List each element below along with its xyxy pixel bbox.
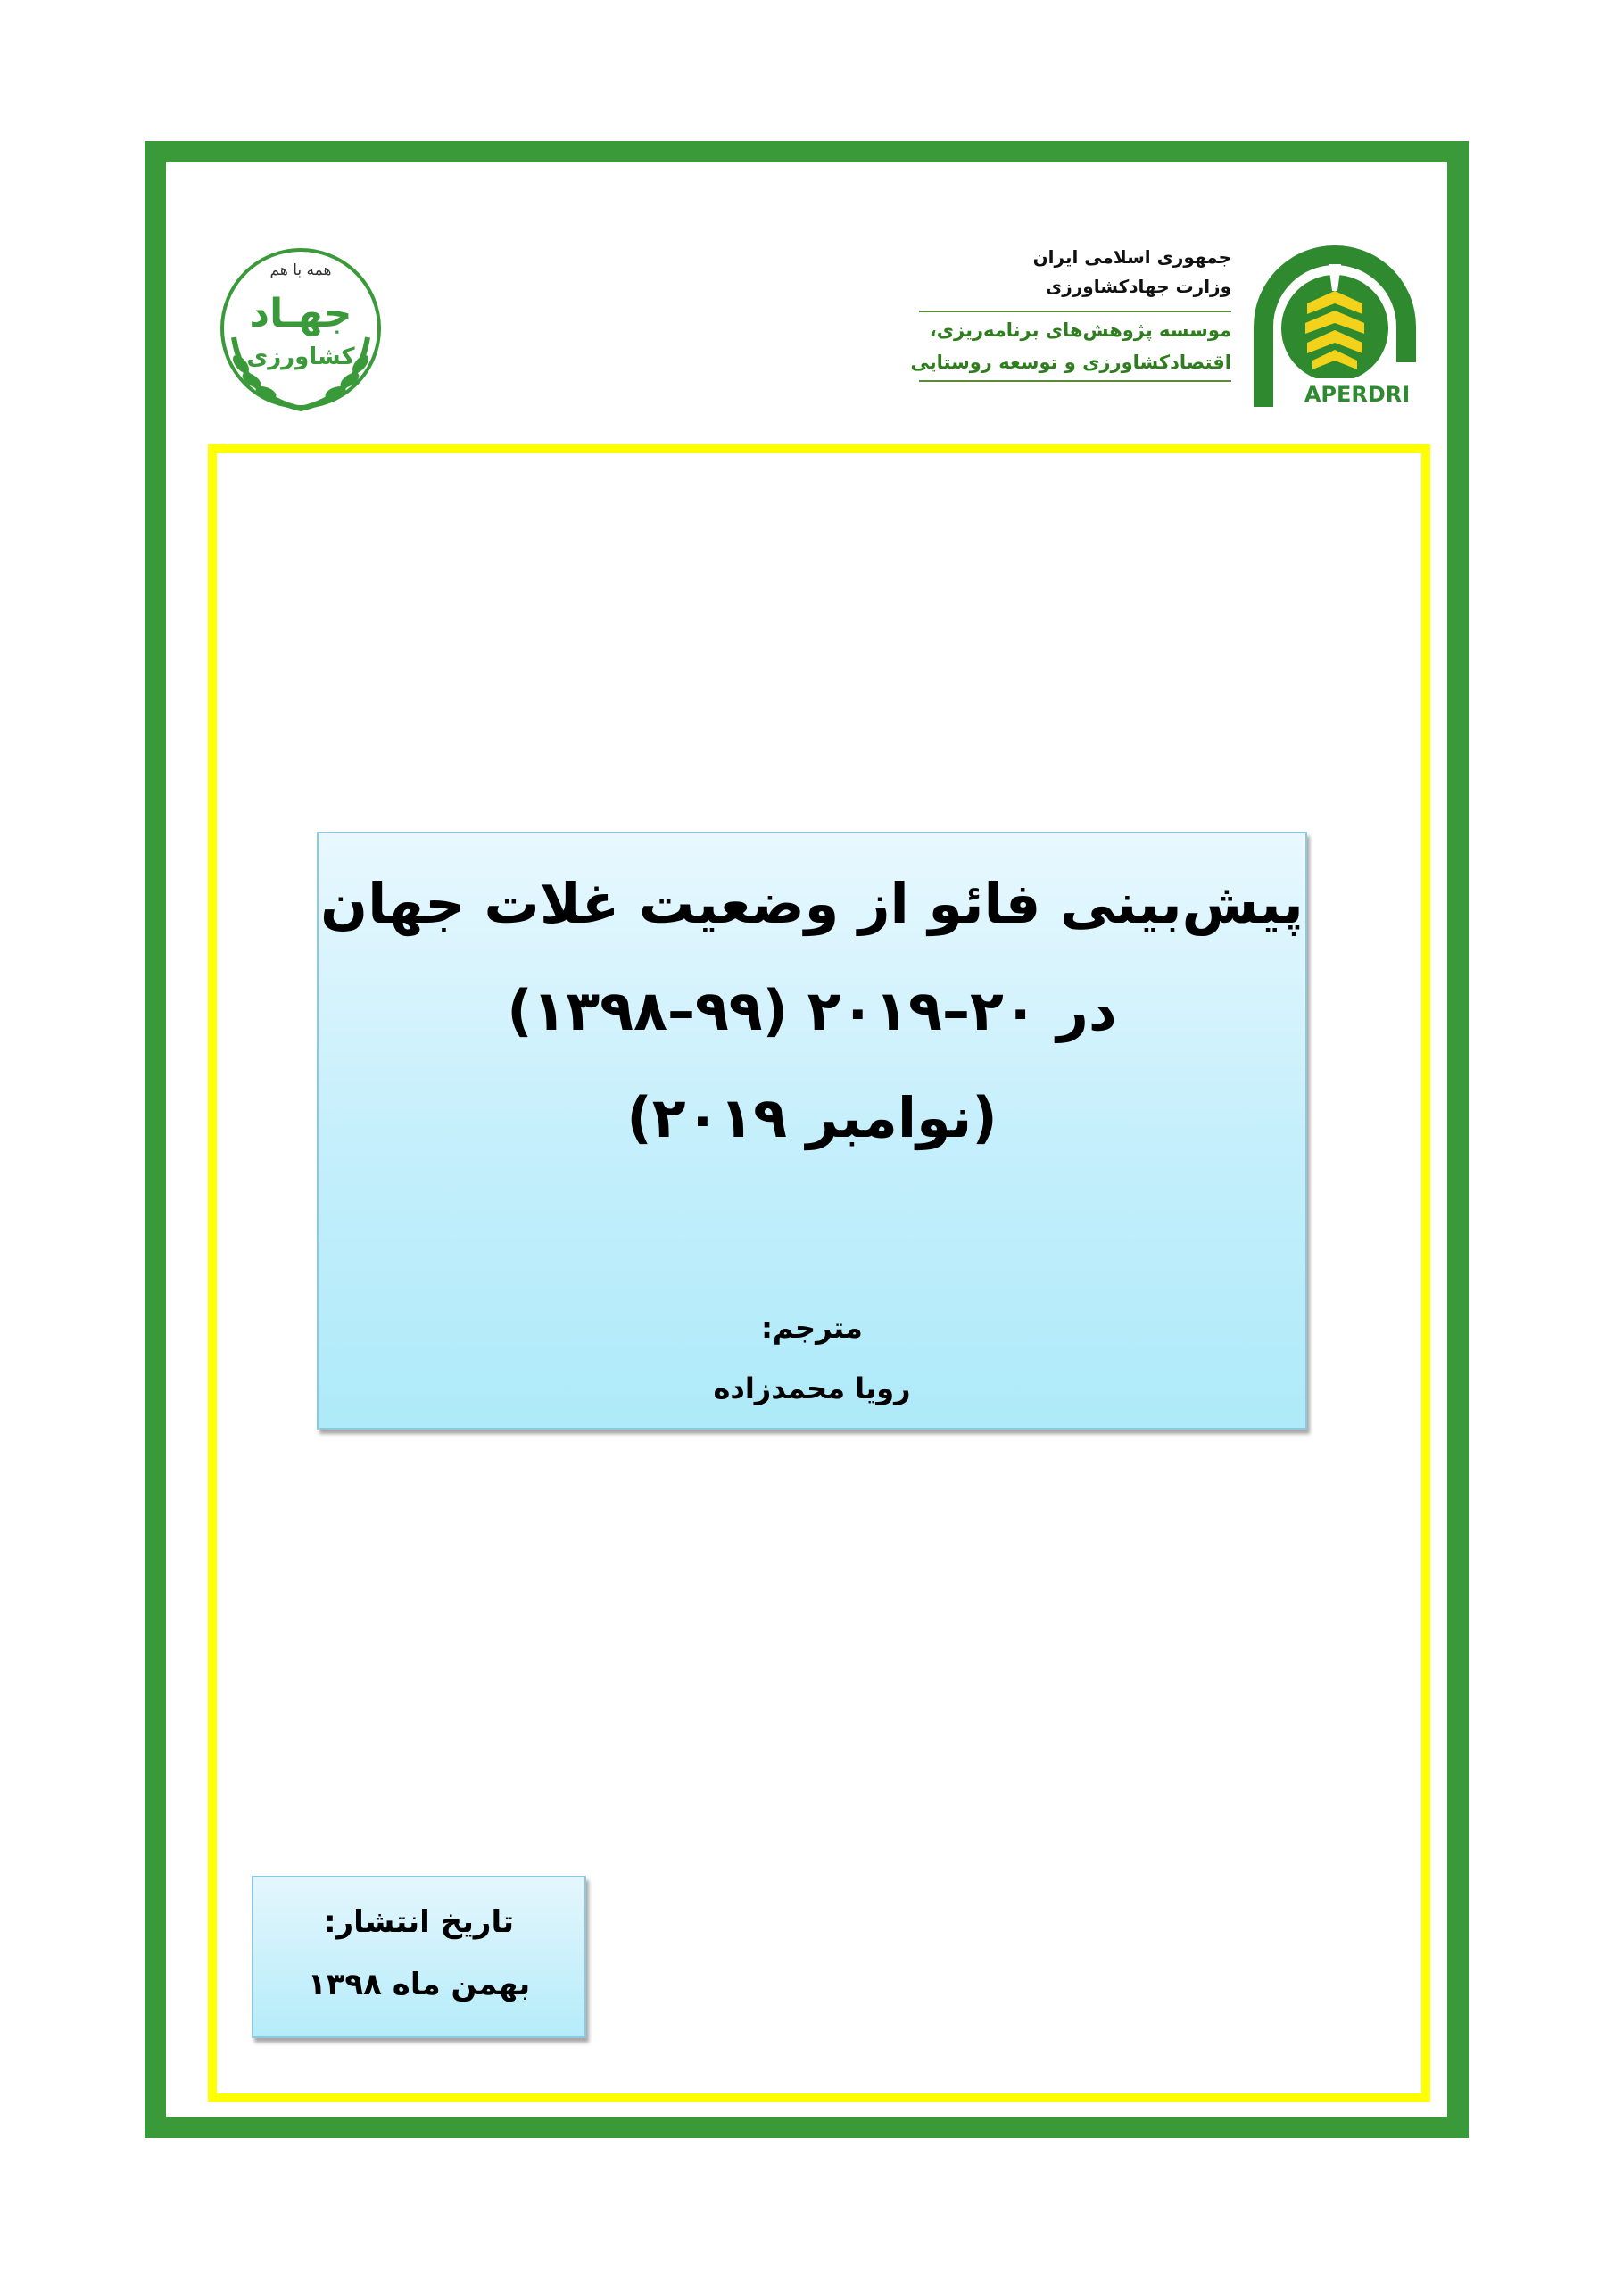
logo-name-line2: کشاورزی [246, 344, 355, 370]
document-title-line3: (نوامبر ۲۰۱۹) [626, 1085, 998, 1150]
aperdri-wheat-emblem-icon [1236, 228, 1434, 412]
organization-header [910, 243, 1231, 382]
aperdri-logo [1236, 228, 1434, 412]
org-institute [910, 311, 1231, 382]
jahad-keshavarzi-emblem-icon [207, 230, 394, 422]
document-title-line2: در ۲۰–۲۰۱۹ (۹۹–۱۳۹۸) [507, 978, 1117, 1043]
logo-name-line1: جهـاد [249, 291, 352, 336]
aperdri-caption: APERDRI [1304, 382, 1411, 407]
logo-slogan: همه با هم [269, 261, 332, 279]
jahad-keshavarzi-logo [207, 230, 394, 422]
org-institute-line2: اقتصادکشاورزی و توسعه روستایی [910, 352, 1231, 373]
document-title-line1: پیش‌بینی فائو از وضعیت غلات جهان [320, 871, 1304, 936]
publication-date-label: تاریخ انتشار: [323, 1904, 515, 1940]
translator-name: رویا محمدزاده [713, 1372, 911, 1405]
publication-date-value: بهمن ماه ۱۳۹۸ [307, 1967, 531, 2002]
publication-date-box [252, 1876, 586, 2038]
translator-label: مترجم: [761, 1311, 863, 1345]
title-box [317, 832, 1307, 1430]
org-ministry: وزارت جهادکشاورزی [1045, 276, 1231, 297]
org-country: جمهوری اسلامی ایران [1032, 246, 1231, 268]
org-institute-line1: موسسه پژوهش‌های برنامه‌ریزی، [929, 319, 1231, 341]
